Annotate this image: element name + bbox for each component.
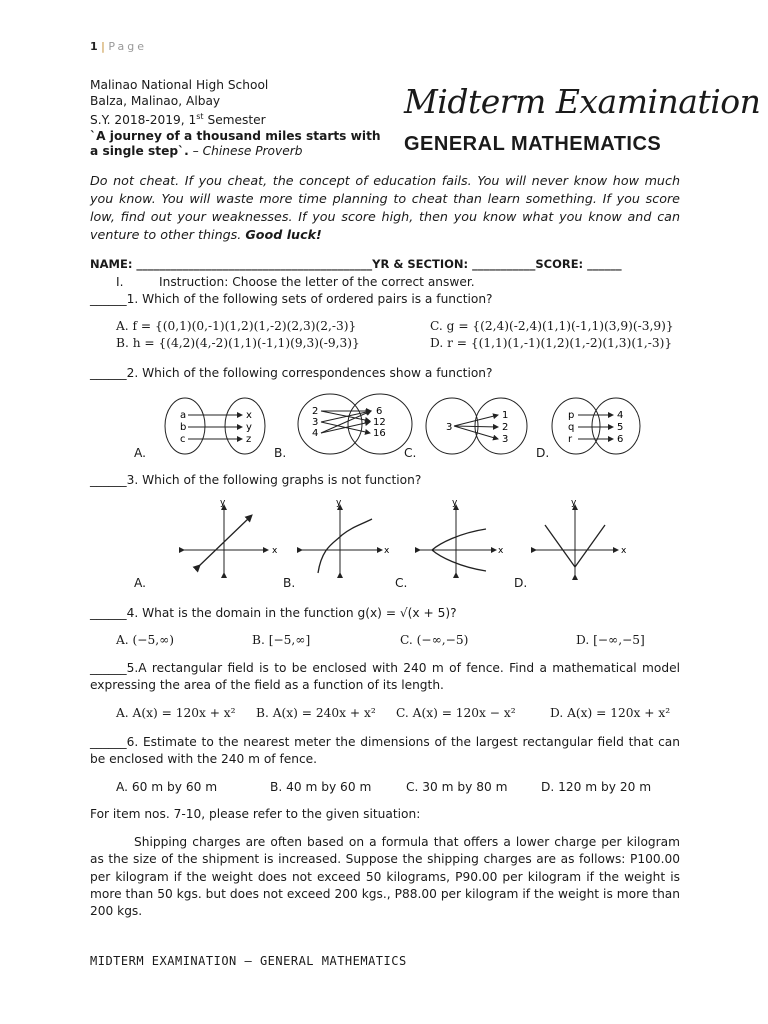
- range-element: 12: [373, 417, 386, 428]
- domain-element: b: [180, 422, 187, 433]
- question-3-stem: ______3. Which of the following graphs is not function?: [90, 473, 422, 487]
- page-footer: MIDTERM EXAMINATION – GENERAL MATHEMATICS: [90, 954, 407, 968]
- exam-title: Midterm Examination: [404, 82, 761, 121]
- intro-closing: Good luck!: [245, 227, 322, 242]
- mapping-diagram-a: [165, 398, 265, 454]
- range-oval: [225, 398, 265, 454]
- question-1-option-d: D. r = {(1,1)(1,-1)(1,2)(1,-2)(1,3)(1,-3)}: [430, 336, 673, 350]
- proverb-line1: `A journey of a thousand miles starts with: [90, 128, 381, 143]
- question-2-label-c: C.: [404, 446, 417, 460]
- y-axis-label: y: [452, 498, 458, 508]
- question-6-stem: ______6. Estimate to the nearest meter the dimensions of the largest rectangular field that can be enclosed with the 240 m of fence.: [90, 735, 680, 767]
- instruction-numeral: I.: [116, 275, 124, 289]
- school-year-suffix: Semester: [203, 113, 266, 128]
- question-4-option-b: B. [−5,∞]: [252, 633, 311, 647]
- student-info-line: NAME: _________________________________________YR & SECTION: ___________SCORE: ______: [90, 257, 622, 271]
- question-4-option-a: A. (−5,∞): [116, 633, 175, 647]
- range-element: 6: [617, 434, 624, 445]
- question-6-option-a: A. 60 m by 60 m: [116, 780, 218, 794]
- range-element: z: [246, 434, 252, 445]
- question-1-option-a: A. f = {(0,1)(0,-1)(1,2)(1,-2)(2,3)(2,-3)}: [116, 319, 357, 333]
- domain-element: 4: [312, 428, 319, 439]
- situation-intro: For item nos. 7-10, please refer to the given situation:: [90, 807, 421, 821]
- school-address: Balza, Malinao, Albay: [90, 93, 221, 108]
- domain-element: 3: [446, 422, 453, 433]
- domain-element: r: [568, 434, 573, 445]
- school-year: [90, 109, 381, 129]
- proverb-line2: [90, 144, 381, 160]
- intro-paragraph: [90, 172, 680, 244]
- question-3-label-b: B.: [283, 576, 296, 590]
- domain-element: 3: [312, 417, 319, 428]
- proverb-source: – Chinese Proverb: [188, 144, 303, 159]
- range-element: 1: [502, 410, 509, 421]
- domain-element: a: [180, 410, 187, 421]
- question-5-option-d: D. A(x) = 120x + x²: [550, 706, 671, 720]
- situation-paragraph: Shipping charges are often based on a formula that offers a lower charge per kilogram as the size of the shipment is increased. Suppose the shipping charges are as follows: P100.00 per kilogram if the weight does not exceed 50 kilograms, P90.00 per kilogram if the weight is more than 50 kgs. but does not exceed 200 kgs., P88.00 per kilogram if the weight is more than 200 kgs.: [90, 835, 680, 919]
- question-2-stem: ______2. Which of the following correspondences show a function?: [90, 366, 493, 380]
- x-axis-label: x: [621, 546, 627, 556]
- page-word: Page: [108, 40, 148, 53]
- instruction-text: Instruction: Choose the letter of the correct answer.: [159, 275, 475, 289]
- school-info: [90, 78, 381, 160]
- range-element: 16: [373, 428, 386, 439]
- x-axis-label: x: [272, 546, 278, 556]
- domain-element: c: [180, 434, 186, 445]
- question-6-option-d: D. 120 m by 20 m: [541, 780, 652, 794]
- question-6-option-b: B. 40 m by 60 m: [270, 780, 372, 794]
- y-axis-label: y: [220, 498, 226, 508]
- school-year-sup: st: [196, 112, 204, 121]
- mapping-diagram-b: [298, 394, 412, 454]
- question-1-option-c: C. g = {(2,4)(-2,4)(1,1)(-1,1)(3,9)(-3,9)}: [430, 319, 674, 333]
- graph-c: [418, 498, 504, 575]
- range-element: 3: [502, 434, 509, 445]
- question-3-graphs: [90, 495, 650, 580]
- question-5-option-b: B. A(x) = 240x + x²: [256, 706, 376, 720]
- y-axis-label: y: [571, 498, 577, 508]
- question-3-label-c: C.: [395, 576, 408, 590]
- question-3-label-d: D.: [514, 576, 528, 590]
- y-axis-label: y: [336, 498, 342, 508]
- domain-element: 2: [312, 406, 319, 417]
- subject-title: GENERAL MATHEMATICS: [404, 133, 662, 155]
- domain-element: p: [568, 410, 575, 421]
- school-year-prefix: S.Y. 2018-2019, 1: [90, 113, 197, 128]
- x-axis-label: x: [384, 546, 390, 556]
- question-2-mapping-diagrams: [90, 390, 690, 462]
- range-element: 5: [617, 422, 624, 433]
- question-4-option-c: C. (−∞,−5): [400, 633, 469, 647]
- range-element: 4: [617, 410, 624, 421]
- question-4-stem: ______4. What is the domain in the function g(x) = √(x + 5)?: [90, 606, 457, 620]
- proverb-line2-text: a single step`.: [90, 144, 189, 159]
- question-5-option-a: A. A(x) = 120x + x²: [116, 706, 236, 720]
- page-separator: |: [101, 40, 105, 53]
- range-element: y: [246, 422, 252, 433]
- question-5-option-c: C. A(x) = 120x − x²: [396, 706, 516, 720]
- school-name: Malinao National High School: [90, 78, 269, 92]
- question-4-option-d: D. [−∞,−5]: [576, 633, 645, 647]
- graph-a: [182, 498, 278, 575]
- graph-b: [300, 498, 390, 575]
- graph-d: [534, 498, 627, 577]
- question-1-option-b: B. h = {(4,2)(4,-2)(1,1)(-1,1)(9,3)(-9,3)}: [116, 336, 360, 350]
- x-axis-label: x: [498, 546, 504, 556]
- question-3-label-a: A.: [134, 576, 146, 590]
- range-element: x: [246, 410, 252, 421]
- mapping-diagram-c: [426, 398, 527, 454]
- page-number-header: [90, 40, 147, 53]
- page-number: 1: [90, 40, 98, 53]
- mapping-diagram-d: [552, 398, 640, 454]
- question-2-label-a: A.: [134, 446, 146, 460]
- question-5-stem: ______5.A rectangular field is to be enclosed with 240 m of fence. Find a mathematical model expressing the area of the field as a function of its length.: [90, 661, 680, 693]
- range-element: 6: [376, 406, 383, 417]
- question-2-label-d: D.: [536, 446, 550, 460]
- domain-element: q: [568, 422, 575, 433]
- range-element: 2: [502, 422, 509, 433]
- question-2-label-b: B.: [274, 446, 287, 460]
- question-6-option-c: C. 30 m by 80 m: [406, 780, 508, 794]
- intro-text: Do not cheat. If you cheat, the concept of education fails. You will never know how much you know. You will waste more time planning to cheat than learn something. If you score low, find out your weaknesses. If you score high, then you know what you know and can venture to other things.: [90, 173, 680, 242]
- question-1-stem: ______1. Which of the following sets of ordered pairs is a function?: [90, 292, 493, 306]
